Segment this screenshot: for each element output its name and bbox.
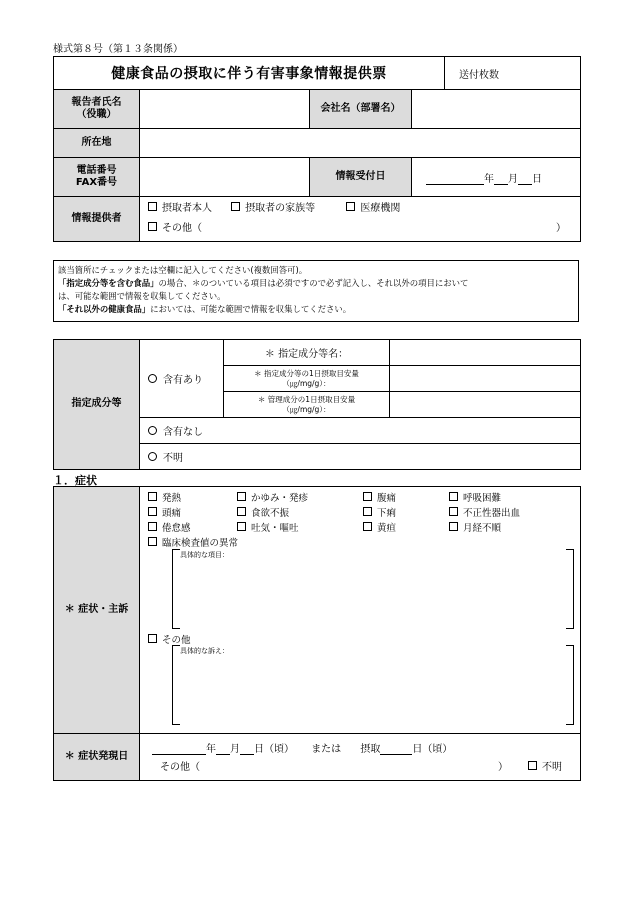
- symptom-other[interactable]: その他: [148, 632, 191, 646]
- checkbox-icon[interactable]: [237, 507, 246, 516]
- onset-day-input[interactable]: [240, 743, 254, 755]
- symptom-abdominal-pain[interactable]: 腹痛: [363, 490, 396, 504]
- ingredient-table: [53, 339, 581, 470]
- onset-year-input[interactable]: [152, 743, 206, 755]
- onset-unknown-option[interactable]: 不明: [528, 758, 562, 773]
- ingredient-name-field[interactable]: [390, 340, 581, 366]
- onset-label: ＊ 症状発現日: [54, 734, 140, 781]
- symptom-appetite-loss[interactable]: 食欲不振: [237, 505, 289, 519]
- daily-intake-1-field[interactable]: [390, 366, 581, 392]
- symptom-fever[interactable]: 発熱: [148, 490, 181, 504]
- checkbox-icon[interactable]: [148, 537, 157, 546]
- form-number: 様式第８号（第１３条関係）: [53, 44, 183, 55]
- daily-intake-2-label: ＊ 管理成分の1日摂取目安量 （㎍/mg/g）：: [224, 392, 390, 418]
- checkbox-icon[interactable]: [148, 492, 157, 501]
- or-label: または: [311, 744, 342, 755]
- notice-line-1: 該当箇所にチェックまたは空欄に記入してください(複数回答可)。: [58, 265, 308, 275]
- received-date-field[interactable]: [412, 158, 581, 197]
- other-detail-field[interactable]: [174, 655, 564, 723]
- month-label: 月: [508, 173, 518, 185]
- symptom-jaundice[interactable]: 黄疸: [363, 520, 396, 534]
- symptom-bleeding[interactable]: 不正性器出血: [449, 505, 520, 519]
- phone-label: 電話番号 FAX番号: [54, 158, 140, 197]
- provider-options: [140, 197, 581, 242]
- year-label: 年: [484, 173, 494, 185]
- radio-icon[interactable]: [148, 452, 157, 461]
- provider-self-option[interactable]: 摂取者本人: [148, 203, 212, 214]
- radio-icon[interactable]: [148, 374, 157, 383]
- address-label: 所在地: [54, 129, 140, 158]
- symptom-headache[interactable]: 頭痛: [148, 505, 181, 519]
- checkbox-icon[interactable]: [237, 522, 246, 531]
- checkbox-icon[interactable]: [363, 507, 372, 516]
- symptoms-table: [53, 486, 581, 781]
- provider-other-option[interactable]: その他（: [148, 223, 202, 234]
- day-input[interactable]: [518, 173, 532, 185]
- symptom-area: [140, 487, 581, 734]
- year-input[interactable]: [426, 173, 484, 185]
- symptom-diarrhea[interactable]: 下痢: [363, 505, 396, 519]
- provider-family-option[interactable]: 摂取者の家族等: [231, 203, 315, 214]
- received-date-label: 情報受付日: [310, 158, 412, 197]
- checkbox-icon[interactable]: [363, 492, 372, 501]
- notice-box: [53, 260, 579, 322]
- symptom-dyspnea[interactable]: 呼吸困難: [449, 490, 501, 504]
- specific-complaint-label: 具体的な訴え：: [180, 647, 229, 655]
- checkbox-icon[interactable]: [148, 522, 157, 531]
- month-input[interactable]: [494, 173, 508, 185]
- provider-medical-option[interactable]: 医療機関: [346, 203, 400, 214]
- onset-area: [140, 734, 581, 781]
- section-1-title: １．症状: [53, 474, 97, 487]
- checkbox-icon[interactable]: [231, 202, 240, 211]
- onset-month-input[interactable]: [216, 743, 230, 755]
- symptom-itch[interactable]: かゆみ・発疹: [237, 490, 308, 504]
- notice-line-2: 「指定成分等を含む食品」の場合、＊のついている項目は必須ですので必ず記入し、それ以外の項目において: [58, 278, 469, 288]
- symptom-nausea[interactable]: 吐気・嘔吐: [237, 520, 299, 534]
- onset-other-close: ）: [498, 762, 508, 773]
- phone-field[interactable]: [140, 158, 310, 197]
- ingredient-label: 指定成分等: [54, 340, 140, 470]
- symptom-menstrual[interactable]: 月経不順: [449, 520, 501, 534]
- address-field[interactable]: [140, 129, 581, 158]
- other-bracket-right: [566, 645, 574, 725]
- form-title: 健康食品の摂取に伴う有害事象情報提供票: [54, 57, 445, 90]
- symptom-label: ＊ 症状・主訴: [54, 487, 140, 734]
- lab-detail-field[interactable]: [174, 559, 564, 627]
- contains-no-option[interactable]: 含有なし: [140, 418, 581, 444]
- checkbox-icon[interactable]: [148, 222, 157, 231]
- notice-line-4: 「それ以外の健康食品」においては、可能な範囲で情報を収集してください。: [58, 304, 352, 314]
- daily-intake-1-label: ＊ 指定成分等の1日摂取目安量 （㎍/mg/g）：: [224, 366, 390, 392]
- checkbox-icon[interactable]: [449, 522, 458, 531]
- day-label: 日: [532, 173, 542, 185]
- intake-label: 摂取: [360, 744, 381, 755]
- checkbox-icon[interactable]: [148, 634, 157, 643]
- symptom-lab-abnormal[interactable]: 臨床検査値の異常: [148, 535, 238, 549]
- provider-label: 情報提供者: [54, 197, 140, 242]
- provider-other-close: ）: [556, 223, 566, 234]
- checkbox-icon[interactable]: [346, 202, 355, 211]
- reporter-name-label: 報告者氏名 （役職）: [54, 90, 140, 129]
- onset-other-label: その他（: [160, 762, 200, 773]
- reporter-name-field[interactable]: [140, 90, 310, 129]
- checkbox-icon[interactable]: [148, 507, 157, 516]
- sending-pages-label: 送付枚数: [445, 57, 581, 90]
- specific-items-label: 具体的な項目：: [180, 551, 229, 559]
- ingredient-name-label: ＊ 指定成分等名：: [224, 340, 390, 366]
- ingredient-unknown-option[interactable]: 不明: [140, 444, 581, 470]
- symptom-fatigue[interactable]: 倦怠感: [148, 520, 191, 534]
- checkbox-icon[interactable]: [148, 202, 157, 211]
- onset-date-row: 年 月 日（頃） または 摂取 日（頃）: [152, 740, 452, 755]
- lab-bracket-right: [566, 549, 574, 629]
- daily-intake-2-field[interactable]: [390, 392, 581, 418]
- notice-line-3: は、可能な範囲で情報を収集してください。: [58, 291, 226, 301]
- company-label: 会社名（部署名）: [310, 90, 412, 129]
- checkbox-icon[interactable]: [449, 507, 458, 516]
- checkbox-icon[interactable]: [363, 522, 372, 531]
- radio-icon[interactable]: [148, 426, 157, 435]
- header-table: [53, 56, 581, 242]
- checkbox-icon[interactable]: [528, 761, 537, 770]
- company-field[interactable]: [412, 90, 581, 129]
- checkbox-icon[interactable]: [449, 492, 458, 501]
- checkbox-icon[interactable]: [237, 492, 246, 501]
- contains-yes-option[interactable]: 含有あり: [140, 340, 224, 418]
- intake-day-input[interactable]: [380, 743, 412, 755]
